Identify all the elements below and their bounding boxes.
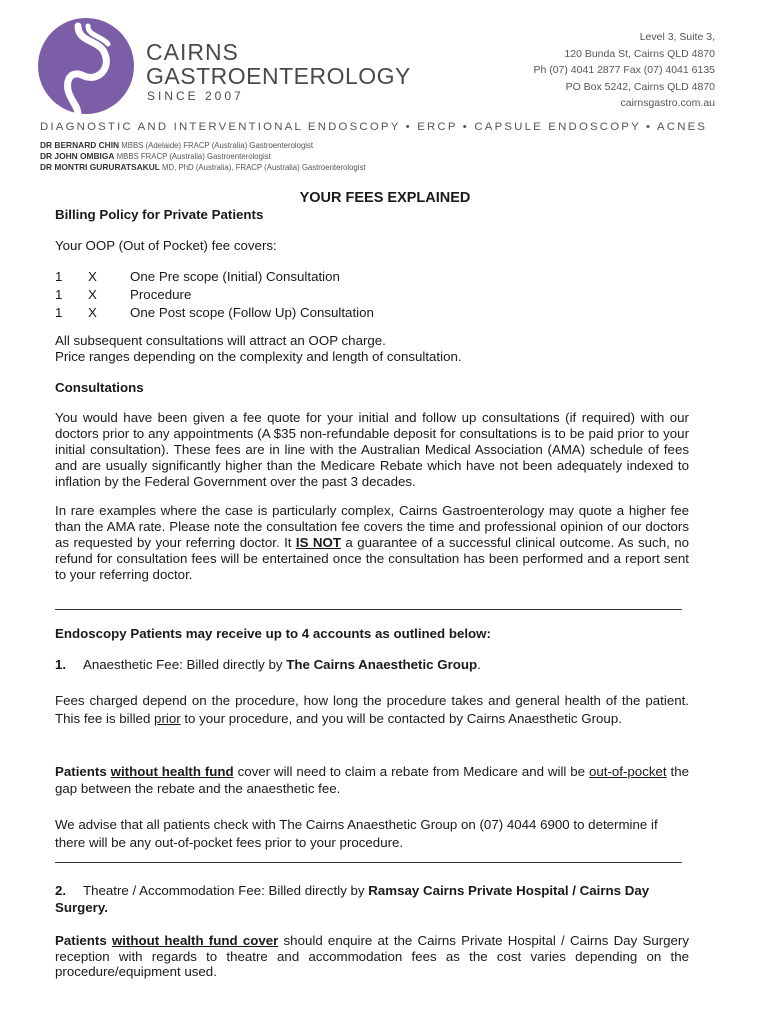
text-run: . [477,657,481,672]
doctor-name: DR BERNARD CHIN [40,140,120,150]
oop-intro: Your OOP (Out of Pocket) fee covers: [55,238,277,253]
doctor-credentials: MBBS FRACP (Australia) Gastroenterologist [116,152,271,161]
text-run: a guarantee of a successful clinical outcome. As such, no refund for consultation fees will be entertained once the consultation has been performed and a report sent to your referring doctor. [55,535,689,582]
oop-qty: 1 [55,305,63,320]
text-run: In rare examples where the case is particularly complex, Cairns Gastroenterology may quote a higher fee than the AMA rate. Please note the consultation fee covers the time and professional opinion of our doctors as requested by your referring doctor. It [55,503,689,550]
oop-qty: 1 [55,269,63,284]
doctor-credentials: MBBS (Adelaide) FRACP (Australia) Gastroenterologist [121,141,314,150]
advise-paragraph: We advise that all patients check with The Cairns Anaesthetic Group on (07) 4044 6900 to determine if there will be any out-of-pocket fees prior to your procedure. [55,817,658,850]
account-item-1 [55,657,689,673]
doctor-name: DR JOHN OMBIGA [40,151,115,161]
section-divider [55,609,682,610]
address-line: Level 3, Suite 3, [639,31,715,43]
item-number: 2. [55,883,67,898]
oop-x: X [88,287,97,302]
brand-name-line1: CAIRNS [146,39,239,65]
doctor-entry [40,151,366,162]
services-banner: DIAGNOSTIC AND INTERVENTIONAL ENDOSCOPY • ERCP • CAPSULE ENDOSCOPY • ACNES [40,121,708,133]
oop-item: Procedure [130,287,192,302]
subsequent-line: Price ranges depending on the complexity and length of consultation. [55,349,462,364]
oop-item: One Post scope (Follow Up) Consultation [130,305,374,320]
text-run: the gap between the rebate and the anaesthetic fee. [55,764,689,796]
address-line: 120 Bunda St, Cairns QLD 4870 [564,47,715,60]
doctor-name: DR MONTRI GURURATSAKUL [40,162,160,172]
oop-x: X [88,269,97,284]
doctor-entry [40,140,366,151]
text-run: Patients [55,933,112,948]
text-run: Anaesthetic Fee: Billed directly by [83,657,287,672]
subsequent-line: All subsequent consultations will attract an OOP charge. [55,333,386,348]
section-divider [55,862,682,863]
practice-address [533,29,715,112]
without-fund-emphasis: without health fund [110,764,234,779]
item-number: 1. [55,657,67,672]
oop-item: One Pre scope (Initial) Consultation [130,269,340,284]
subsequent-note [55,333,689,365]
address-line: Ph (07) 4041 2877 Fax (07) 4041 6135 [533,64,715,76]
text-run: to your procedure, and you will be contacted by Cairns Anaesthetic Group. [180,711,622,726]
doctor-entry [40,162,366,173]
anaesthetic-paragraph [55,692,689,728]
no-fund-paragraph-1 [55,763,689,797]
without-fund-cover-emphasis: without health fund cover [111,933,279,948]
page-title: YOUR FEES EXPLAINED [299,190,471,206]
text-run: Theatre / Accommodation Fee: Billed directly by [83,883,369,898]
text-run: should enquire at the Cairns Private Hospital / Cairns Day Surgery reception with regards to theatre and accommodation fees as the cost varies depending on the procedure/equipment used. [55,933,690,979]
text-run: Fees charged depend on the procedure, how long the procedure takes and general health of the patient. This fee is billed [55,693,689,726]
billing-heading: Billing Policy for Private Patients [55,207,264,222]
no-fund-paragraph-2 [55,933,689,980]
prior-emphasis: prior [154,711,181,726]
provider-name: Ramsay Cairns Private Hospital / Cairns Day Surgery. [55,883,650,915]
text-run: Patients [55,764,111,779]
is-not-emphasis: IS NOT [295,535,341,550]
endoscopy-heading: Endoscopy Patients may receive up to 4 accounts as outlined below: [55,626,491,641]
brand-name-line2: GASTROENTEROLOGY [146,63,411,89]
address-line: PO Box 5242, Cairns QLD 4870 [565,80,715,93]
oop-qty: 1 [55,287,63,302]
doctor-credentials: MD, PhD (Australia), FRACP (Australia) Gastroenterologist [162,163,366,172]
website[interactable]: cairnsgastro.com.au [620,97,715,109]
oop-x: X [88,305,97,320]
consult-paragraph-2 [55,503,689,583]
consultations-heading: Consultations [55,380,144,395]
account-item-2 [55,882,689,916]
provider-name: The Cairns Anaesthetic Group [286,657,478,672]
doctor-list [40,140,366,173]
text-run: cover will need to claim a rebate from Medicare and will be [233,764,589,779]
brand-since: SINCE 2007 [147,89,244,103]
stomach-logo-icon [38,18,134,114]
consult-paragraph-1: You would have been given a fee quote for your initial and follow up consultations (if required) with our doctors prior to any appointments (A $35 non-refundable deposit for consultations is to be paid prior to your initial consultation). These fees are in line with the Australian Medical Association (AMA) schedule of fees and are usually significantly higher than the Medicare Rebate which have not been adequately indexed to inflation by the Federal Government over the past 3 decades. [55,410,689,489]
out-of-pocket-emphasis: out-of-pocket [588,764,667,779]
